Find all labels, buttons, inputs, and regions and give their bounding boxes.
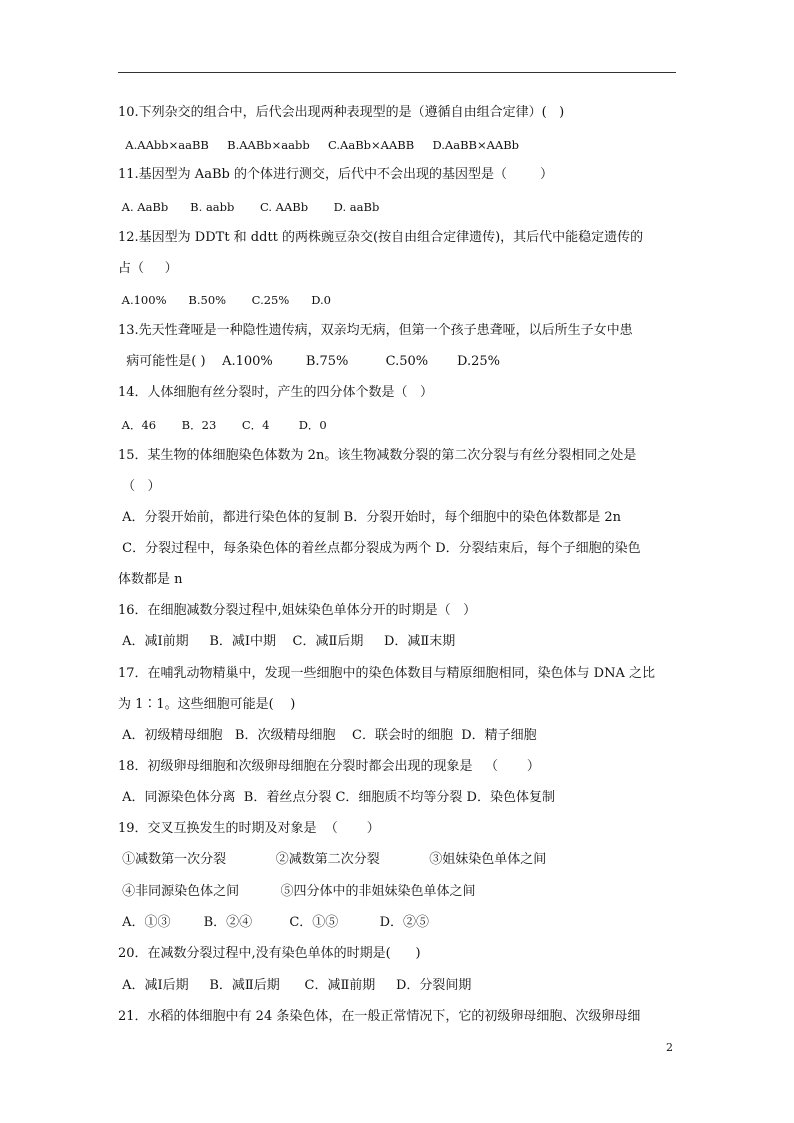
question-12-stem: 12.基因型为 DDTt 和 ddtt 的两株豌豆杂交(按自由组合定律遗传)，其后代中能稳定遗传的 [118,230,644,245]
question-20-options: A．减Ⅰ后期 B．减Ⅱ后期 C．减Ⅱ前期 D．分裂间期 [118,978,472,993]
question-19-options: A．①③ B．②④ C．①⑤ D．②⑤ [118,915,430,930]
question-19-items-2: ④非同源染色体之间 ⑤四分体中的非姐妹染色单体之间 [118,884,476,899]
question-11-options: A. AaBb B. aabb C. AABb D. aaBb [118,200,380,214]
question-15-options-cd-cont: 体数都是 n [118,572,183,587]
question-18-options: A．同源染色体分离 B．着丝点分裂 C．细胞质不均等分裂 D．染色体复制 [118,790,555,805]
question-15-stem-cont: （ ） [118,479,161,494]
question-15-options-ab: A．分裂开始前，都进行染色体的复制 B．分裂开始时，每个细胞中的染色体数都是 2n [118,510,621,525]
question-16-stem: 16．在细胞减数分裂过程中,姐妹染色单体分开的时期是（ ） [118,603,477,618]
question-16-options: A．减Ⅰ前期 B．减Ⅰ中期 C．减Ⅱ后期 D．减Ⅱ末期 [118,634,456,649]
question-17-stem: 17．在哺乳动物精巢中，发现一些细胞中的染色体数目与精原细胞相同，染色体与 DNA 之比 [118,666,655,681]
question-20-stem: 20．在减数分裂过程中,没有染色单体的时期是( ) [118,946,421,961]
page-number: 2 [666,1041,673,1054]
question-13-stem: 13.先天性聋哑是一种隐性遗传病，双亲均无病，但第一个孩子患聋哑，以后所生子女中患 [118,323,633,338]
question-12-options: A.100% B.50% C.25% D.0 [118,293,332,307]
question-19-items-1: ①减数第一次分裂 ②减数第二次分裂 ③姐妹染色单体之间 [118,852,547,867]
question-15-options-cd: C．分裂过程中，每条染色体的着丝点都分裂成为两个 D．分裂结束后，每个子细胞的染色 [118,541,641,556]
question-13-stem-options: 病可能性是( ) A.100% B.75% C.50% D.25% [118,354,501,369]
question-15-stem: 15．某生物的体细胞染色体数为 2n。该生物减数分裂的第二次分裂与有丝分裂相同之处是 [118,448,637,463]
question-12-stem-cont: 占（ ） [118,261,178,276]
question-19-stem: 19．交叉互换发生的时期及对象是 （ ） [118,821,380,836]
question-21-stem: 21．水稻的体细胞中有 24 条染色体，在一般正常情况下，它的初级卵母细胞、次级卵母细 [118,1009,641,1024]
question-10-options: A.AAbb×aaBB B.AABb×aabb C.AaBb×AABB D.AaBB×AABb [118,138,520,152]
question-10-stem: 10.下列杂交的组合中，后代会出现两种表现型的是（遵循自由组合定律）( ) [118,105,565,120]
question-11-stem: 11.基因型为 AaBb 的个体进行测交，后代中不会出现的基因型是（ ） [118,167,554,182]
question-18-stem: 18．初级卵母细胞和次级卵母细胞在分裂时都会出现的现象是 （ ） [118,759,540,774]
header-rule [118,72,676,73]
question-17-options: A．初级精母细胞 B．次级精母细胞 C．联会时的细胞 D．精子细胞 [118,728,537,743]
question-14-stem: 14．人体细胞有丝分裂时，产生的四分体个数是（ ） [118,385,433,400]
question-17-stem-cont: 为 1∶1。这些细胞可能是( ) [118,697,296,712]
question-14-options: A．46 B．23 C．4 D．0 [118,418,327,432]
